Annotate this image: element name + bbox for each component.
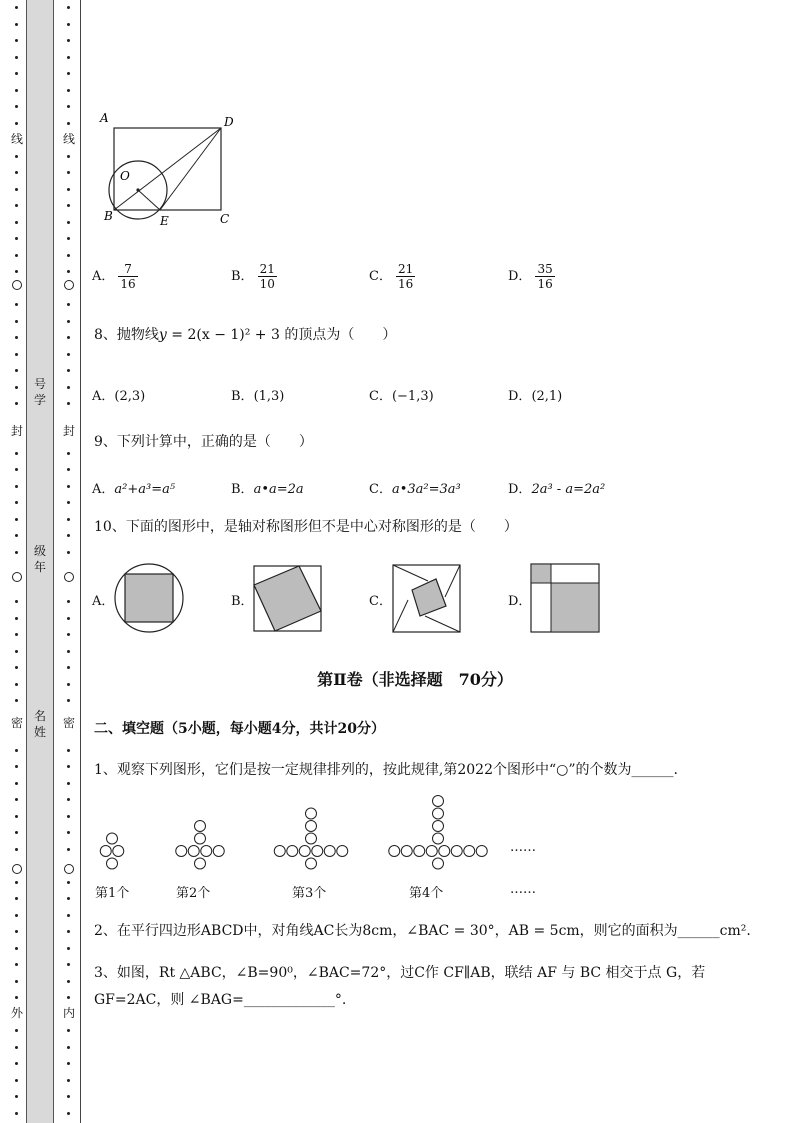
q10-option-a-label[interactable]: A． xyxy=(92,594,115,609)
fill1-pattern-figure xyxy=(88,793,558,873)
gutter-dot xyxy=(15,336,18,339)
gutter-dot xyxy=(67,980,70,983)
pattern-circle-fig4 xyxy=(439,846,450,857)
gutter-dot xyxy=(67,452,70,455)
q10-figure-d xyxy=(530,563,602,635)
q7-option-c[interactable]: C． $\frac{21}{16}$ xyxy=(369,262,414,291)
gutter-dot xyxy=(67,848,70,851)
gutter-dot xyxy=(15,89,18,92)
gutter-dot xyxy=(15,1062,18,1065)
gutter-dot xyxy=(67,897,70,900)
gutter-dot xyxy=(67,534,70,537)
gutter-dot xyxy=(67,353,70,356)
pattern-circle-fig2 xyxy=(195,858,206,869)
gutter-dot xyxy=(67,518,70,521)
q10-option-d-label[interactable]: D． xyxy=(508,594,532,609)
gutter-dot xyxy=(15,1046,18,1049)
pattern-circle-fig4 xyxy=(433,858,444,869)
gutter-dot xyxy=(15,534,18,537)
gutter-dot xyxy=(15,782,18,785)
label-O: O xyxy=(120,169,130,183)
gutter-dot xyxy=(15,23,18,26)
pattern-circle-fig1 xyxy=(113,846,124,857)
q7-option-a[interactable]: A． $\frac{7}{16}$ xyxy=(92,262,136,291)
pattern-circle-fig3 xyxy=(306,808,317,819)
inner-gutter-mark: 封 xyxy=(62,424,75,438)
field-label-id: 号学 xyxy=(33,377,46,407)
gutter-dot xyxy=(67,468,70,471)
q10-option-b-label[interactable]: B． xyxy=(231,594,254,609)
gutter-dot xyxy=(15,402,18,405)
gutter-dot xyxy=(15,1029,18,1032)
outer-dotted-line xyxy=(10,0,24,1123)
label-D: D xyxy=(224,115,234,129)
fill3-stem-line2: GF=2AC，则 ∠BAG=_____________°. xyxy=(94,992,347,1008)
pattern-circle-fig3 xyxy=(312,846,323,857)
gutter-dot xyxy=(67,254,70,257)
q10-stem: 10、下面的图形中，是轴对称图形但不是中心对称图形的是（ ） xyxy=(94,519,518,535)
gutter-dot xyxy=(67,633,70,636)
gutter-dot xyxy=(15,947,18,950)
gutter-dot xyxy=(15,452,18,455)
outer-cut-circle-mark xyxy=(12,864,22,874)
pattern-circle-fig2 xyxy=(195,821,206,832)
gutter-dot xyxy=(67,600,70,603)
gutter-dot xyxy=(67,72,70,75)
pattern-circle-fig2 xyxy=(195,833,206,844)
gutter-dot xyxy=(67,996,70,999)
gutter-dot xyxy=(15,996,18,999)
q7-option-d[interactable]: D． $\frac{35}{16}$ xyxy=(508,262,553,291)
pattern-circle-fig2 xyxy=(188,846,199,857)
gutter-dot xyxy=(15,39,18,42)
inner-gutter-mark: 内 xyxy=(62,1006,75,1020)
gutter-dot xyxy=(15,633,18,636)
gutter-dot xyxy=(67,1029,70,1032)
gutter-dot xyxy=(15,72,18,75)
gutter-dot xyxy=(15,1079,18,1082)
gutter-dot xyxy=(15,122,18,125)
gutter-dot xyxy=(67,881,70,884)
fill3-stem-line1: 3、如图，Rt △ABC，∠B=90⁰，∠BAC=72°，过C作 CF∥AB，联结 AF 与 BC 相交于点 G，若 xyxy=(94,965,706,981)
gutter-dot xyxy=(15,815,18,818)
gutter-dot xyxy=(15,897,18,900)
pattern-circle-fig2 xyxy=(213,846,224,857)
gutter-dot xyxy=(15,980,18,983)
pattern-circle-fig3 xyxy=(337,846,348,857)
gutter-dot xyxy=(67,1095,70,1098)
gutter-dot xyxy=(15,353,18,356)
gutter-dot xyxy=(15,204,18,207)
gutter-dot xyxy=(67,1062,70,1065)
gutter-dot xyxy=(67,930,70,933)
gutter-dot xyxy=(15,699,18,702)
gutter-dot xyxy=(15,171,18,174)
gutter-dot xyxy=(67,402,70,405)
inner-cut-circle-mark xyxy=(64,864,74,874)
outer-gutter-mark: 密 xyxy=(10,716,23,730)
section-fill-in-blank: 二、填空题（5小题，每小题4分，共计20分） xyxy=(94,721,385,737)
gutter-dot xyxy=(15,930,18,933)
pattern-circle-fig4 xyxy=(451,846,462,857)
gutter-border xyxy=(80,0,81,1123)
pattern-circle-fig4 xyxy=(433,833,444,844)
gutter-dot xyxy=(15,749,18,752)
gutter-dot xyxy=(67,171,70,174)
q10-figure-a xyxy=(113,562,185,634)
gutter-dot xyxy=(15,369,18,372)
outer-cut-circle-mark xyxy=(12,572,22,582)
gutter-dot xyxy=(67,914,70,917)
gutter-dot xyxy=(15,56,18,59)
pattern-caption-2: 第2个 xyxy=(176,886,211,901)
pattern-ellipsis-bottom: …… xyxy=(510,882,536,897)
pattern-circle-fig2 xyxy=(201,846,212,857)
gutter-dot xyxy=(15,501,18,504)
pattern-circle-fig4 xyxy=(476,846,487,857)
gutter-dot xyxy=(67,105,70,108)
gutter-dot xyxy=(15,386,18,389)
gutter-dot xyxy=(15,320,18,323)
gutter-dot xyxy=(67,815,70,818)
gutter-dot xyxy=(67,699,70,702)
gutter-dot xyxy=(67,650,70,653)
gutter-dot xyxy=(67,1046,70,1049)
gutter-dot xyxy=(15,914,18,917)
outer-gutter-mark: 外 xyxy=(10,1006,23,1020)
pattern-circle-fig1 xyxy=(107,833,118,844)
pattern-circle-fig4 xyxy=(464,846,475,857)
part2-title: 第Ⅱ卷（非选择题 70分） xyxy=(317,670,513,689)
gutter-dot xyxy=(15,221,18,224)
gutter-dot xyxy=(67,122,70,125)
pattern-circle-fig3 xyxy=(274,846,285,857)
q10-figure-b xyxy=(253,565,323,633)
inner-dotted-line xyxy=(62,0,76,1123)
gutter-dot xyxy=(67,369,70,372)
gutter-dot xyxy=(15,518,18,521)
gutter-dot xyxy=(67,89,70,92)
q9-option-c[interactable]: C．a•3a²=3a³ xyxy=(369,482,461,497)
pattern-circle-fig4 xyxy=(433,796,444,807)
pattern-circle-fig4 xyxy=(389,846,400,857)
gutter-dot xyxy=(67,320,70,323)
pattern-caption-4: 第4个 xyxy=(409,886,444,901)
gutter-dot xyxy=(67,749,70,752)
pattern-ellipsis-top: …… xyxy=(510,840,536,855)
q10-figure-c xyxy=(392,564,462,634)
q9-option-d[interactable]: D．2a³ - a=2a² xyxy=(508,482,606,497)
q7-option-b[interactable]: B． $\frac{21}{10}$ xyxy=(231,262,275,291)
gutter-dot xyxy=(15,254,18,257)
q7-figure xyxy=(96,110,246,232)
gutter-dot xyxy=(67,6,70,9)
gutter-dot xyxy=(15,765,18,768)
q8-option-b[interactable]: B．(1,3) xyxy=(231,389,285,404)
gutter-dot xyxy=(15,551,18,554)
pattern-circle-fig3 xyxy=(306,821,317,832)
gutter-dot xyxy=(15,485,18,488)
pattern-circle-fig4 xyxy=(433,808,444,819)
field-label-name: 名姓 xyxy=(33,709,46,739)
pattern-circle-fig3 xyxy=(287,846,298,857)
inner-cut-circle-mark xyxy=(64,280,74,290)
gutter-dot xyxy=(67,204,70,207)
pattern-circle-fig3 xyxy=(324,846,335,857)
q10-option-c-label[interactable]: C． xyxy=(369,594,392,609)
gutter-dot xyxy=(67,56,70,59)
gutter-dot xyxy=(15,963,18,966)
q9-option-a[interactable]: A．a²+a³=a⁵ xyxy=(92,482,176,497)
label-E: E xyxy=(160,214,169,228)
pattern-circle-fig3 xyxy=(306,858,317,869)
gutter-dot xyxy=(67,798,70,801)
gutter-dot xyxy=(15,1112,18,1115)
gutter-dot xyxy=(15,155,18,158)
gutter-dot xyxy=(67,831,70,834)
gutter-dot xyxy=(67,188,70,191)
gutter-dot xyxy=(67,23,70,26)
gutter-dot xyxy=(15,798,18,801)
label-B: B xyxy=(104,209,113,223)
field-label-grade: 级年 xyxy=(33,544,46,574)
gutter-dot xyxy=(67,1112,70,1115)
q9-stem: 9、下列计算中，正确的是（ ） xyxy=(94,434,313,450)
gutter-dot xyxy=(67,386,70,389)
gutter-dot xyxy=(15,848,18,851)
pattern-circle-fig3 xyxy=(306,833,317,844)
gutter-dot xyxy=(67,501,70,504)
gutter-dot xyxy=(67,270,70,273)
inner-gutter-mark: 密 xyxy=(62,716,75,730)
gutter-dot xyxy=(67,782,70,785)
pattern-circle-fig4 xyxy=(414,846,425,857)
inner-cut-circle-mark xyxy=(64,572,74,582)
gutter-dot xyxy=(15,105,18,108)
gutter-dot xyxy=(15,617,18,620)
gutter-dot xyxy=(67,303,70,306)
gutter-dot xyxy=(67,39,70,42)
fill1-stem: 1、观察下列图形，它们是按一定规律排列的，按此规律,第2022个图形中“○”的个数为______. xyxy=(94,762,678,778)
gutter-dot xyxy=(67,336,70,339)
gutter-dot xyxy=(15,188,18,191)
q8-stem: 8、抛物线y = 2(x − 1)² + 3 的顶点为（ ） xyxy=(94,327,397,343)
binding-gutter xyxy=(0,0,82,1123)
q8-option-a[interactable]: A．(2,3) xyxy=(92,389,146,404)
label-A: A xyxy=(100,111,109,125)
gutter-dot xyxy=(67,963,70,966)
pattern-circle-fig4 xyxy=(426,846,437,857)
outer-gutter-mark: 线 xyxy=(10,132,23,146)
pattern-circle-fig4 xyxy=(401,846,412,857)
gutter-dot xyxy=(15,650,18,653)
pattern-circle-fig2 xyxy=(176,846,187,857)
gutter-dot xyxy=(15,600,18,603)
pattern-circle-fig1 xyxy=(107,858,118,869)
gutter-dot xyxy=(15,237,18,240)
gutter-dot xyxy=(15,831,18,834)
pattern-circle-fig3 xyxy=(299,846,310,857)
gutter-dot xyxy=(67,1079,70,1082)
gutter-dot xyxy=(67,485,70,488)
gutter-dot xyxy=(15,303,18,306)
gutter-dot xyxy=(15,468,18,471)
label-C: C xyxy=(220,212,230,226)
gutter-dot xyxy=(15,270,18,273)
q8-option-d[interactable]: D．(2,1) xyxy=(508,389,563,404)
gutter-dot xyxy=(67,221,70,224)
gutter-dot xyxy=(67,551,70,554)
q8-option-c[interactable]: C．(−1,3) xyxy=(369,389,434,404)
gutter-dot xyxy=(67,155,70,158)
inner-gutter-mark: 线 xyxy=(62,132,75,146)
outer-gutter-mark: 封 xyxy=(10,424,23,438)
q9-option-b[interactable]: B．a•a=2a xyxy=(231,482,304,497)
gutter-dot xyxy=(67,765,70,768)
pattern-caption-3: 第3个 xyxy=(292,886,327,901)
gutter-dot xyxy=(67,237,70,240)
pattern-circle-fig4 xyxy=(433,821,444,832)
gutter-dot xyxy=(15,881,18,884)
gutter-dot xyxy=(67,617,70,620)
fill2-stem: 2、在平行四边形ABCD中，对角线AC长为8cm，∠BAC = 30°，AB = 5cm，则它的面积为______cm². xyxy=(94,923,751,939)
pattern-circle-fig1 xyxy=(100,846,111,857)
gutter-dot xyxy=(15,1095,18,1098)
gutter-dot xyxy=(67,947,70,950)
pattern-caption-1: 第1个 xyxy=(95,886,130,901)
outer-cut-circle-mark xyxy=(12,280,22,290)
gutter-dot xyxy=(15,6,18,9)
